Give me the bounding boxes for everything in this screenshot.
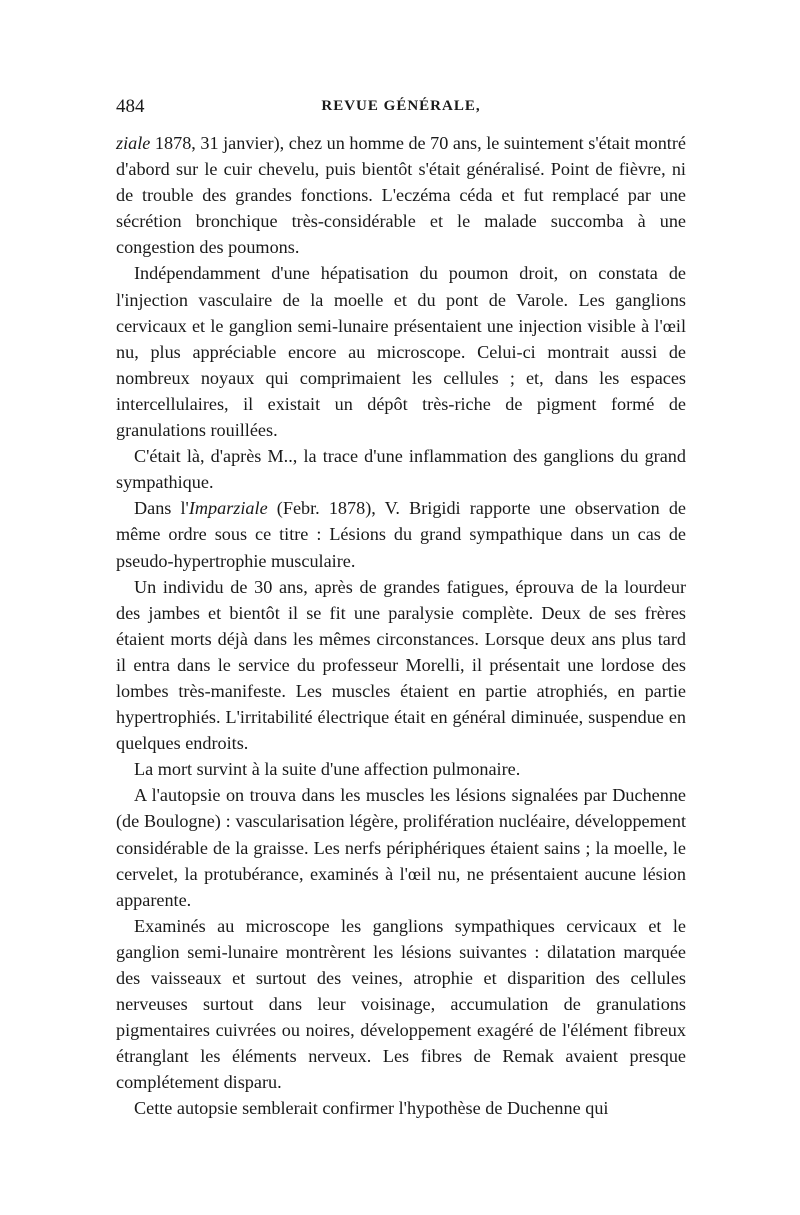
paragraph-text: A l'autopsie on trouva dans les muscles les lésions signalées par Duchenne (de Boulogne) : vascularisation légère, prolifération nucléaire, développement considérable de la graisse. Les nerfs périphériques étaient sains ; la moelle, le cervelet, la protubérance, examinés à l'œil nu, ne présentaient aucune lésion apparente.: [116, 785, 686, 910]
paragraph-text: C'était là, d'après M.., la trace d'une inflammation des ganglions du grand sympathique.: [116, 446, 686, 493]
paragraph: [116, 260, 686, 443]
paragraph-text: Indépendamment d'une hépatisation du poumon droit, on constata de l'injection vasculaire de la moelle et du pont de Varole. Les ganglions cervicaux et le ganglion semi-lunaire présentaient une injection visible à l'œil nu, plus appréciable encore au microscope. Celui-ci montrait aussi de nombreux noyaux qui comprimaient les cellules ; et, dans les espaces intercellulaires, il existait un dépôt très-riche de pigment formé de granulations rouillées.: [116, 263, 686, 441]
paragraph: [116, 756, 686, 782]
book-page: [116, 96, 686, 1122]
paragraph-text: Cette autopsie semblerait confirmer l'hypothèse de Duchenne qui: [134, 1098, 609, 1119]
journal-title: Imparziale: [188, 498, 268, 519]
paragraph-text: Un individu de 30 ans, après de grandes fatigues, éprouva de la lourdeur des jambes et bientôt il se fit une paralysie complète. Deux de ses frères étaient morts déjà dans les mêmes circonstances. Lorsque deux ans plus tard il entra dans le service du professeur Morelli, il présentait une lordose des lombes très-manifeste. Les muscles étaient en partie atrophiés, en partie hypertrophiés. L'irritabilité électrique était en général diminuée, suspendue en quelques endroits.: [116, 576, 686, 754]
paragraph: [116, 913, 686, 1096]
paragraph-continuation: [116, 130, 686, 260]
paragraph-final: [116, 1095, 686, 1121]
paragraph-text: 1878, 31 janvier), chez un homme de 70 ans, le suintement s'était montré d'abord sur le cuir chevelu, puis bientôt s'était généralisé. Point de fièvre, ni de trouble des grandes fonctions. L'eczéma céda et fut remplacé par une sécrétion bronchique très-considérable et le malade succomba à une congestion des poumons.: [116, 133, 686, 258]
running-title: REVUE GÉNÉRALE,: [321, 98, 481, 114]
paragraph: [116, 782, 686, 912]
paragraph-text: Dans l': [134, 498, 189, 519]
paragraph-text: La mort survint à la suite d'une affection pulmonaire.: [134, 759, 521, 780]
paragraph: [116, 495, 686, 573]
paragraph-text: Examinés au microscope les ganglions sympathiques cervicaux et le ganglion semi-lunaire montrèrent les lésions suivantes : dilatation marquée des vaisseaux et surtout des veines, atrophie et disparition des cellules nerveuses surtout dans leur voisinage, accumulation de granulations pigmentaires cuivrées ou noires, développement exagéré de l'élément fibreux étranglant les éléments nerveux. Les fibres de Remak avaient presque complétement disparu.: [116, 915, 686, 1093]
page-number: 484: [116, 96, 145, 117]
body-text: [116, 130, 686, 1122]
running-head: [116, 96, 686, 130]
paragraph-text: (Febr. 1878), V. Brigidi rapporte une observation de même ordre sous ce titre : Lésions du grand sympathique dans un cas de pseudo-hypertrophie musculaire.: [116, 498, 686, 571]
italic-word: ziale: [116, 133, 151, 153]
paragraph: [116, 574, 686, 757]
paragraph: [116, 443, 686, 495]
